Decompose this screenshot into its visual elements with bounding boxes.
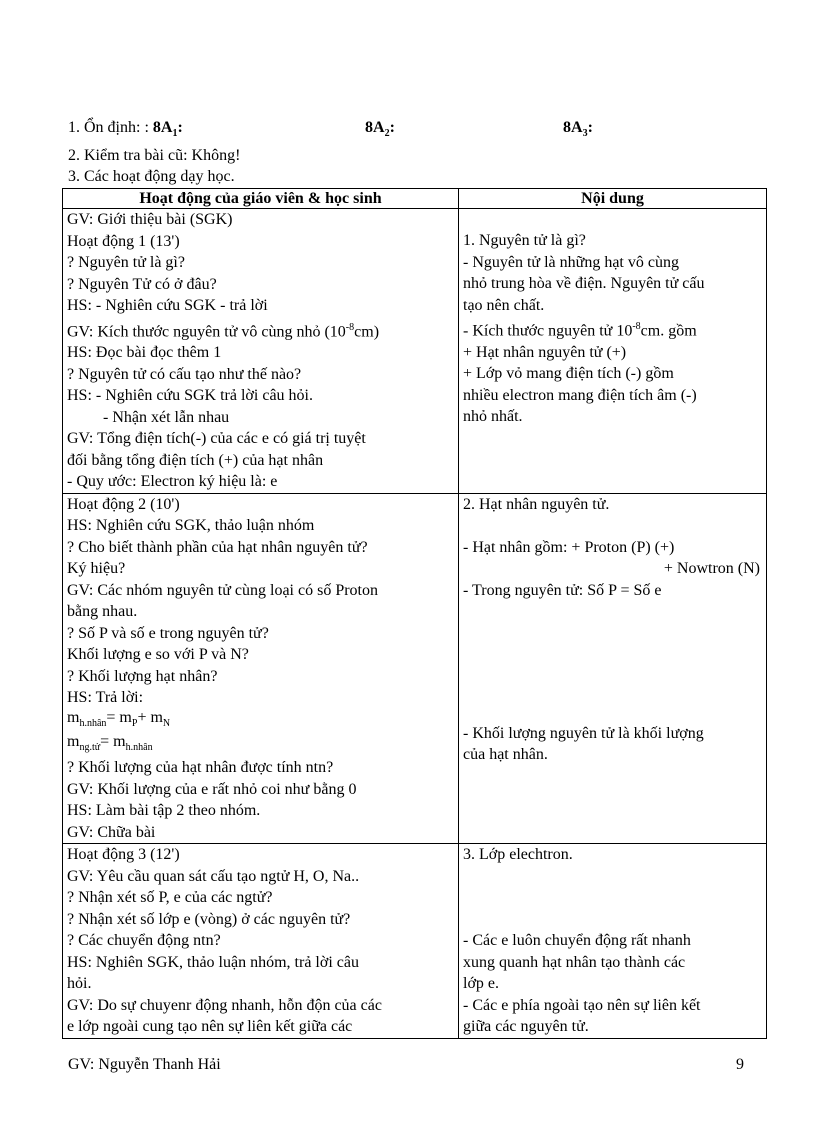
text-line: GV: Khối lượng của e rất nhỏ coi như bằng 0: [67, 780, 357, 798]
text-line: - Trong nguyên tử: Số P = Số e: [463, 581, 662, 599]
table-header-row: [63, 189, 767, 209]
text-line: HS: Trả lời:: [67, 689, 144, 707]
text-line: đối bằng tổng điện tích (+) của hạt nhân: [67, 451, 324, 469]
col1-header: Hoạt động của giáo viên & học sinh: [63, 189, 459, 209]
text-line: HS: - Nghiên cứu SGK - trả lời: [67, 297, 268, 314]
text-line: Hoạt động 3 (12'): [67, 846, 180, 864]
activity-1-right: [459, 209, 767, 494]
col2-header: Nội dung: [459, 189, 767, 209]
text-line: + Nowtron (N): [663, 560, 760, 578]
header-line-2: 2. Kiểm tra bài cũ: Không!: [68, 147, 241, 164]
spacer: [463, 666, 762, 688]
text-line: - Nguyên tử là những hạt vô cùng: [463, 253, 679, 271]
text-line: - Hạt nhân gồm: + Proton (P) (+): [463, 538, 675, 556]
text-line: - Kích thước nguyên tử $10^{-8}cm$. gồm: [463, 321, 697, 340]
text-line: ? Nguyên Tử có ở đâu?: [67, 275, 217, 293]
text-line: xung quanh hạt nhân tạo thành các: [463, 953, 686, 971]
text-line: của hạt nhân.: [463, 746, 548, 764]
class-8a1: $8A_1$:: [152, 119, 183, 140]
header-line-1: [68, 118, 768, 144]
text-line: ? Cho biết thành phần của hạt nhân nguyên tử?: [67, 538, 368, 556]
spacer: [463, 909, 762, 931]
activity-2-right: [459, 493, 767, 843]
text-line: GV: Do sự chuyenr động nhanh, hỗn độn của các: [67, 996, 382, 1014]
text-line: tạo nên chất.: [463, 296, 545, 314]
class-8a2: $8A_2$:: [365, 119, 395, 140]
text-line: GV: Yêu cầu quan sát cấu tạo ngtử H, O, Na..: [67, 867, 360, 885]
table-row: [63, 493, 767, 843]
text-line: ? Khối lượng của hạt nhân được tính ntn?: [67, 759, 334, 777]
text-line: ? Các chuyển động ntn?: [67, 932, 221, 950]
text-line: Hoạt động 2 (10'): [67, 495, 180, 513]
text-line: GV: Giới thiệu bài (SGK): [67, 211, 233, 228]
text-line: - Khối lượng nguyên tử là khối lượng: [463, 724, 704, 742]
text-line: 1. Nguyên tử là gì?: [463, 232, 586, 249]
page-number: 9: [736, 1056, 744, 1073]
text-line: ? Nhận xét số lớp e (vòng) ở các nguyên tử?: [67, 910, 351, 928]
text-line: giữa các nguyên tử.: [463, 1018, 589, 1036]
spacer: [463, 601, 762, 623]
text-line: bằng nhau.: [67, 603, 138, 621]
lesson-table: [62, 188, 767, 1039]
activity-1-left: [63, 209, 459, 494]
text-line: - Quy ước: Electron ký hiệu là: e: [67, 473, 278, 491]
spacer: [463, 709, 762, 723]
text-line: ? Số P và số e trong nguyên tử?: [67, 624, 269, 642]
text-line: Ký hiệu?: [67, 560, 126, 578]
header-line-3: 3. Các hoạt động dạy học.: [68, 168, 235, 185]
text-line: GV: Chữa bài: [67, 823, 156, 841]
formula-atom-mass: $m_{ng.tử}= m_{h.nhân}$: [67, 733, 153, 754]
class-8a3: $8A_3$:: [563, 119, 593, 140]
stabilize-label: 1. Ổn định: :: [68, 119, 149, 136]
text-line: ? Nguyên tử có cấu tạo như thế nào?: [67, 365, 302, 383]
spacer: [463, 515, 762, 537]
text-line: nhiều electron mang điện tích âm (-): [463, 386, 697, 404]
activity-2-left: [63, 493, 459, 843]
text-line: HS: Nghiên SGK, thảo luận nhóm, trả lời câu: [67, 953, 359, 971]
spacer: [463, 623, 762, 645]
text-line: HS: Làm bài tập 2 theo nhóm.: [67, 802, 261, 820]
text-line: + Hạt nhân nguyên tử (+): [463, 343, 627, 361]
text-line: nhỏ trung hòa về điện. Nguyên tử cấu: [463, 275, 705, 292]
spacer: [463, 687, 762, 709]
text-line: GV: Kích thước nguyên tử vô cùng nhỏ $(10^{-8}cm)$: [67, 321, 380, 340]
text-line: 3. Lớp elechtron.: [463, 846, 573, 864]
text-line: HS: Nghiên cứu SGK, thảo luận nhóm: [67, 517, 315, 535]
table-row: [63, 209, 767, 494]
activity-3-right: [459, 844, 767, 1039]
text-line: GV: Các nhóm nguyên tử cùng loại có số Proton: [67, 581, 378, 599]
text-line: nhỏ nhất.: [463, 408, 523, 426]
text-line: Hoạt động 1 (13'): [67, 232, 180, 250]
text-line: - Các e luôn chuyển động rất nhanh: [463, 932, 691, 950]
text-line: 2. Hạt nhân nguyên tử.: [463, 495, 610, 513]
text-line: hỏi.: [67, 975, 92, 993]
spacer: [463, 644, 762, 666]
activity-3-left: [63, 844, 459, 1039]
spacer: [463, 887, 762, 909]
text-line: ? Khối lượng hạt nhân?: [67, 667, 218, 685]
text-line: GV: Tổng điện tích(-) của các e có giá trị tuyệt: [67, 430, 366, 448]
text-line: ? Nhận xét số P, e của các ngtử?: [67, 889, 273, 907]
text-line: + Lớp vỏ mang điện tích (-) gồm: [463, 365, 674, 383]
text-line: ? Nguyên tử là gì?: [67, 254, 185, 271]
spacer: [463, 866, 762, 888]
table-row: [63, 844, 767, 1039]
text-line: HS: - Nghiên cứu SGK trả lời câu hỏi.: [67, 387, 313, 405]
text-line: HS: Đọc bài đọc thêm 1: [67, 344, 222, 362]
text-line: - Nhận xét lẫn nhau: [103, 408, 230, 426]
formula-nucleus-mass: $m_{h.nhân}= m_P+ m_N$: [67, 708, 171, 730]
text-line: lớp e.: [463, 975, 500, 993]
text-line: - Các e phía ngoài tạo nên sự liên kết: [463, 996, 701, 1014]
footer-teacher: GV: Nguyễn Thanh Hải: [68, 1056, 221, 1073]
text-line: Khối lượng e so với P và N?: [67, 646, 249, 664]
text-line: e lớp ngoài cung tạo nên sự liên kết giữa các: [67, 1018, 353, 1036]
